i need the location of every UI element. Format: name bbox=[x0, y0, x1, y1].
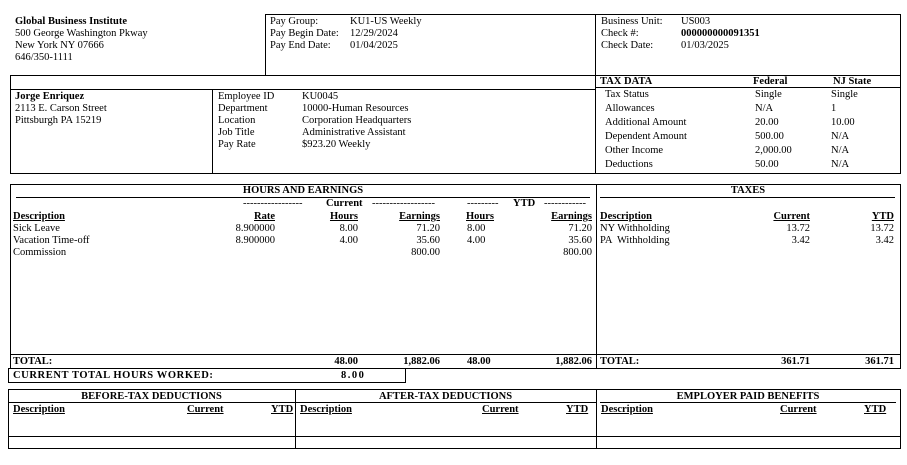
dependent-amount-label: Dependent Amount bbox=[605, 131, 687, 142]
employee-id-label: Employee ID bbox=[218, 91, 275, 102]
before-tax-title: BEFORE-TAX DEDUCTIONS bbox=[81, 391, 222, 402]
employer-benefits-title: EMPLOYER PAID BENEFITS bbox=[676, 391, 820, 402]
before-tax-ytd-header: YTD bbox=[271, 404, 294, 415]
additional-amount-state: 10.00 bbox=[831, 117, 855, 128]
pay-begin-label: Pay Begin Date: bbox=[270, 28, 339, 39]
check-date-value: 01/03/2025 bbox=[681, 40, 729, 51]
location-label: Location bbox=[218, 115, 256, 126]
ytd-group-label: YTD bbox=[513, 198, 536, 209]
employer-benefits-description-header: Description bbox=[601, 404, 653, 415]
before-tax-current-header: Current bbox=[187, 404, 224, 415]
earnings-description-header: Description bbox=[13, 211, 65, 222]
earning-ytd-amount: 35.60 bbox=[568, 235, 592, 246]
taxes-total-current: 361.71 bbox=[781, 356, 810, 367]
taxes-total-label: TOTAL: bbox=[600, 356, 640, 367]
taxes-ytd-header: YTD bbox=[871, 211, 894, 222]
department-value: 10000-Human Resources bbox=[302, 103, 409, 114]
after-tax-current-header: Current bbox=[482, 404, 519, 415]
current-group-label: Current bbox=[326, 198, 363, 209]
ytd-dashes-right: ------------ bbox=[544, 198, 586, 209]
pay-group-label: Pay Group: bbox=[270, 16, 319, 27]
tax-current: 3.42 bbox=[791, 235, 810, 246]
tax-description: PA Withholding bbox=[600, 235, 670, 246]
dependent-amount-federal: 500.00 bbox=[755, 131, 784, 142]
earning-rate: 8.900000 bbox=[235, 223, 275, 234]
employer-benefits-ytd-header: YTD bbox=[864, 404, 887, 415]
taxes-current-header: Current bbox=[773, 211, 810, 222]
ytd-dashes-left: --------- bbox=[467, 198, 499, 209]
allowances-federal: N/A bbox=[755, 103, 774, 114]
job-title-value: Administrative Assistant bbox=[302, 127, 406, 138]
earning-ytd-amount: 71.20 bbox=[568, 223, 592, 234]
hours-earnings-title: HOURS AND EARNINGS bbox=[242, 185, 364, 196]
other-income-label: Other Income bbox=[605, 145, 664, 156]
pay-end-value: 01/04/2025 bbox=[350, 40, 398, 51]
earning-hours: 4.00 bbox=[339, 235, 358, 246]
check-date-label: Check Date: bbox=[601, 40, 654, 51]
company-block bbox=[15, 16, 148, 64]
company-address2: New York NY 07666 bbox=[15, 40, 104, 51]
pay-group-value: KU1-US Weekly bbox=[350, 16, 422, 27]
earning-ytd-hours: 4.00 bbox=[467, 235, 486, 246]
earnings-total-hours: 48.00 bbox=[334, 356, 358, 367]
pay-rate-label: Pay Rate bbox=[218, 139, 256, 150]
tax-current: 13.72 bbox=[786, 223, 810, 234]
hours-worked-value: 8.00 bbox=[341, 370, 366, 381]
tax-ytd: 3.42 bbox=[875, 235, 894, 246]
earning-description: Commission bbox=[13, 247, 67, 258]
pay-begin-value: 12/29/2024 bbox=[350, 28, 398, 39]
tax-data-federal-header: Federal bbox=[753, 76, 788, 87]
additional-amount-label: Additional Amount bbox=[605, 117, 687, 128]
employee-address2: Pittsburgh PA 15219 bbox=[15, 115, 102, 126]
employer-benefits-current-header: Current bbox=[780, 404, 817, 415]
earnings-total-ytd-amount: 1,882.06 bbox=[555, 356, 592, 367]
employee-id-value: KU0045 bbox=[302, 91, 339, 102]
other-income-state: N/A bbox=[831, 145, 850, 156]
dependent-amount-state: N/A bbox=[831, 131, 850, 142]
deductions-federal: 50.00 bbox=[755, 159, 779, 170]
earnings-total-label: TOTAL: bbox=[13, 356, 53, 367]
after-tax-title: AFTER-TAX DEDUCTIONS bbox=[378, 391, 513, 402]
tax-status-federal: Single bbox=[755, 89, 782, 100]
earning-hours: 8.00 bbox=[339, 223, 358, 234]
current-dashes-left: ----------------- bbox=[243, 198, 303, 209]
check-number-value: 000000000091351 bbox=[681, 28, 760, 39]
taxes-total-ytd: 361.71 bbox=[865, 356, 894, 367]
allowances-state: 1 bbox=[831, 103, 837, 114]
earning-amount: 800.00 bbox=[411, 247, 440, 258]
before-tax-description-header: Description bbox=[13, 404, 65, 415]
company-name: Global Business Institute bbox=[15, 16, 128, 27]
ytd-earnings-header: Earnings bbox=[551, 211, 592, 222]
earnings-amount-header: Earnings bbox=[399, 211, 440, 222]
earning-amount: 71.20 bbox=[416, 223, 440, 234]
hours-worked-label: CURRENT TOTAL HOURS WORKED: bbox=[13, 370, 214, 381]
tax-ytd: 13.72 bbox=[870, 223, 894, 234]
taxes-title: TAXES bbox=[730, 185, 766, 196]
additional-amount-federal: 20.00 bbox=[755, 117, 779, 128]
earning-ytd-amount: 800.00 bbox=[563, 247, 592, 258]
other-income-federal: 2,000.00 bbox=[755, 145, 792, 156]
department-label: Department bbox=[218, 103, 268, 114]
employee-name: Jorge Enriquez bbox=[15, 91, 85, 102]
deductions-state: N/A bbox=[831, 159, 850, 170]
business-unit-label: Business Unit: bbox=[601, 16, 663, 27]
hours-worked-box bbox=[8, 368, 406, 383]
tax-status-state: Single bbox=[831, 89, 858, 100]
location-value: Corporation Headquarters bbox=[302, 115, 412, 126]
tax-data-state-header: NJ State bbox=[833, 76, 872, 87]
earning-description: Vacation Time-off bbox=[13, 235, 90, 246]
earning-rate: 8.900000 bbox=[235, 235, 275, 246]
company-phone: 646/350-1111 bbox=[15, 52, 73, 63]
pay-end-label: Pay End Date: bbox=[270, 40, 331, 51]
earning-description: Sick Leave bbox=[13, 223, 60, 234]
pay-rate-value: $923.20 Weekly bbox=[302, 139, 371, 150]
check-number-label: Check #: bbox=[601, 28, 639, 39]
after-tax-ytd-header: YTD bbox=[566, 404, 589, 415]
earning-amount: 35.60 bbox=[416, 235, 440, 246]
allowances-label: Allowances bbox=[605, 103, 655, 114]
taxes-description-header: Description bbox=[600, 211, 652, 222]
current-dashes-right: ------------------ bbox=[372, 198, 435, 209]
business-unit-value: US003 bbox=[681, 16, 711, 27]
job-title-label: Job Title bbox=[218, 127, 255, 138]
earnings-hours-header: Hours bbox=[329, 211, 358, 222]
after-tax-description-header: Description bbox=[300, 404, 352, 415]
deductions-label: Deductions bbox=[605, 159, 653, 170]
company-address1: 500 George Washington Pkway bbox=[15, 28, 148, 39]
employee-address1: 2113 E. Carson Street bbox=[15, 103, 107, 114]
employee-address-block bbox=[15, 91, 107, 127]
ytd-hours-header: Hours bbox=[466, 211, 495, 222]
earnings-rate-header: Rate bbox=[254, 211, 275, 222]
tax-description: NY Withholding bbox=[600, 223, 670, 234]
earning-ytd-hours: 8.00 bbox=[467, 223, 486, 234]
tax-data-title: TAX DATA bbox=[600, 76, 653, 87]
earnings-total-ytd-hours: 48.00 bbox=[467, 356, 491, 367]
tax-status-label: Tax Status bbox=[605, 89, 649, 100]
earnings-total-amount: 1,882.06 bbox=[403, 356, 440, 367]
